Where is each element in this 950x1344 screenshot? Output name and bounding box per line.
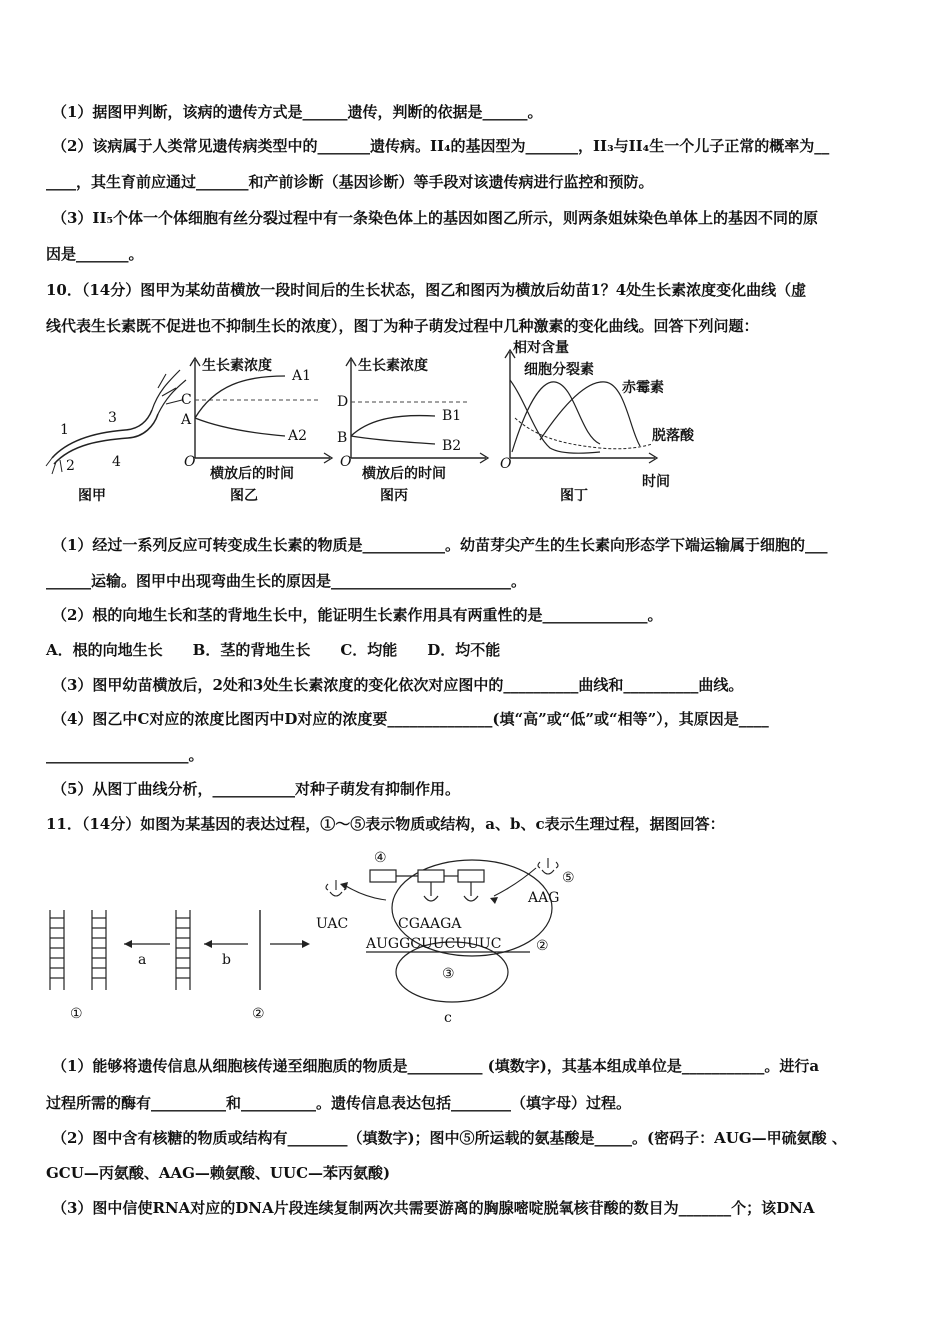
q10-part1-cont: ______运输。图甲中出现弯曲生长的原因是________________________。: [46, 572, 527, 590]
bing-origin: O: [340, 454, 352, 470]
q9-part3-cont: 因是_______。: [46, 245, 144, 263]
q9-part2-cont: ____，其生育前应通过_______和产前诊断（基因诊断）等手段对该遗传病进行监控和预防。: [46, 173, 654, 191]
q10-stem-cont: 线代表生长素既不促进也不抑制生长的浓度），图丁为种子萌发过程中几种激素的变化曲线。回答下列问题：: [46, 317, 759, 335]
anticodon-aag: AAG: [528, 890, 560, 906]
q10-options: A．根的向地生长 B．茎的背地生长 C．均能 D．均不能: [46, 641, 501, 659]
q9-part1: （1）据图甲判断，该病的遗传方式是______遗传，判断的依据是______。: [52, 103, 543, 121]
figure-yi: [180, 357, 332, 504]
ding-series-abscisic: 脱落酸: [652, 428, 694, 444]
ding-origin: O: [500, 456, 512, 472]
q10-part5: （5）从图丁曲线分析，___________对种子萌发有抑制作用。: [52, 780, 460, 798]
q10-part4: （4）图乙中C对应的浓度比图丙中D对应的浓度要______________(填“高”或“低”或“相等”），其原因是____: [52, 710, 769, 728]
trna-right: [538, 858, 558, 874]
q10-stem: 10．（14分）图甲为某幼苗横放一段时间后的生长状态，图乙和图丙为横放后幼苗1？4处生长素浓度变化曲线（虚: [46, 281, 807, 299]
q11-part3: （3）图中信使RNA对应的DNA片段连续复制两次共需要游离的胸腺嘧啶脱氧核苷酸的数目为_______个；该DNA: [52, 1199, 815, 1217]
jia-label-2: 2: [66, 458, 75, 474]
trna-left: [326, 880, 346, 896]
q10-part4-cont: ___________________。: [46, 746, 204, 764]
arrow-to-ribosome: [270, 940, 310, 948]
ding-series-gibberellin: 赤霉素: [622, 380, 664, 396]
dna-ladder-2: [176, 910, 190, 990]
jia-caption: 图甲: [78, 488, 106, 504]
bing-b1: B1: [442, 408, 462, 424]
yi-origin: O: [184, 454, 196, 470]
label-c: c: [444, 1010, 452, 1026]
ding-xlabel: 时间: [642, 474, 670, 490]
bing-b: B: [337, 430, 348, 446]
q11-part2: （2）图中含有核糖的物质或结构有________（填数字)；图中⑤所运载的氨基酸是_____。(密码子：AUG—甲硫氨酸 、: [52, 1129, 847, 1147]
figure-ding: [500, 340, 695, 504]
yi-a: A: [181, 412, 192, 428]
bing-xlabel: 横放后的时间: [362, 466, 446, 482]
q11-part1: （1）能够将遗传信息从细胞核传递至细胞质的物质是__________ (填数字)，其基本组成单位是___________。进行a: [52, 1057, 820, 1075]
bing-ylabel: 生长素浓度: [358, 358, 428, 374]
ding-ylabel: 相对含量: [513, 340, 569, 356]
q10-part3: （3）图甲幼苗横放后，2处和3处生长素浓度的变化依次对应图中的__________曲线和__________曲线。: [52, 676, 744, 694]
label-4: ④: [374, 850, 387, 866]
anticodon-uac: UAC: [316, 916, 349, 932]
jia-label-4: 4: [112, 454, 121, 470]
label-a: a: [138, 952, 147, 968]
yi-caption: 图乙: [230, 488, 258, 504]
yi-a2: A2: [288, 428, 308, 444]
figure-jia: [46, 370, 186, 504]
arrow-a: [124, 940, 170, 968]
arrow-trna-out: [346, 886, 386, 900]
q11-part2-cont: GCU—丙氨酸、AAG—赖氨酸、UUC—苯丙氨酸): [46, 1164, 391, 1182]
label-b: b: [222, 952, 231, 968]
yi-c: C: [181, 392, 192, 408]
yi-xlabel: 横放后的时间: [210, 466, 294, 482]
yi-a1: A1: [292, 368, 312, 384]
q10-part2: （2）根的向地生长和茎的背地生长中，能证明生长素作用具有两重性的是______________。: [52, 606, 663, 624]
q10-part1: （1）经过一系列反应可转变成生长素的物质是___________。幼苗芽尖产生的生长素向形态学下端运输属于细胞的___: [52, 536, 828, 554]
label-3: ③: [442, 966, 455, 982]
ding-series-cytokinin: 细胞分裂素: [524, 362, 594, 378]
label-1: ①: [70, 1006, 83, 1022]
anticodons-cgaaga: CGAAGA: [398, 916, 462, 932]
label-2-right: ②: [536, 938, 549, 954]
jia-label-3: 3: [108, 410, 117, 426]
ding-caption: 图丁: [560, 488, 588, 504]
label-5: ⑤: [562, 870, 575, 886]
mrna-sequence: AUGGCUUCUUUC: [366, 936, 502, 952]
label-2-left: ②: [252, 1006, 265, 1022]
q11-figure: [40, 840, 600, 1030]
bing-d: D: [337, 394, 349, 410]
dna-ladder-1: [50, 910, 106, 990]
q11-stem: 11．（14分）如图为某基因的表达过程，①～⑤表示物质或结构，a、b、c表示生理过程，据图回答：: [46, 815, 725, 833]
q10-figure: [40, 340, 700, 510]
bing-b2: B2: [442, 438, 462, 454]
yi-ylabel: 生长素浓度: [202, 358, 272, 374]
bing-caption: 图丙: [380, 488, 408, 504]
figure-bing: [337, 357, 488, 504]
peptide-chain: [370, 870, 484, 901]
jia-label-1: 1: [60, 422, 69, 438]
q9-part2: （2）该病属于人类常见遗传病类型中的_______遗传病。II₄的基因型为_______，II₃与II₄生一个儿子正常的概率为__: [52, 137, 830, 155]
arrow-b: [204, 940, 248, 968]
q9-part3: （3）II₅个体一个体细胞有丝分裂过程中有一条染色体上的基因如图乙所示，则两条姐妹染色单体上的基因不同的原: [52, 209, 819, 227]
q11-part1-cont: 过程所需的酶有__________和__________。遗传信息表达包括________（填字母）过程。: [46, 1094, 632, 1112]
